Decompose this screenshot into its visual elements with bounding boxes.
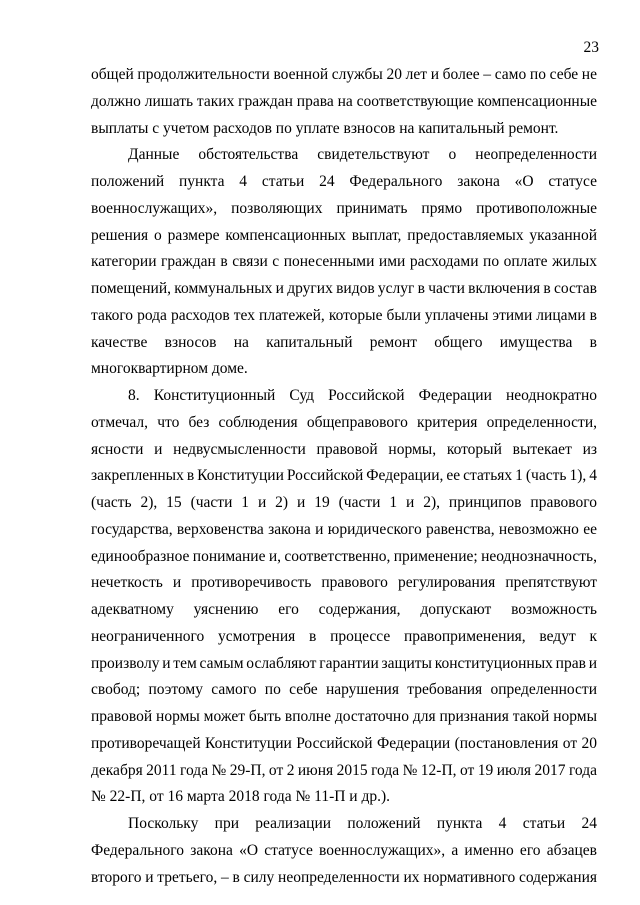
text-line: Данные обстоятельства свидетельствуют о неопределенности <box>128 146 597 164</box>
text-line: военнослужащих», позволяющих принимать прямо противоположные <box>91 199 597 217</box>
text-line: (часть 2), 15 (части 1 и 2) и 19 (части 1 и 2), принципов правового <box>91 494 597 511</box>
document-body <box>91 62 597 891</box>
text-line: произволу и тем самым ослабляют гарантии защиты конституционных прав и <box>91 654 597 672</box>
text-line: положений пункта 4 статьи 24 Федерального закона «О статусе <box>91 173 597 190</box>
text-line: ясности и недвусмысленности правовой нормы, который вытекает из <box>91 440 597 458</box>
text-line: противоречащей Конституции Российской Федерации (постановления от 20 <box>91 734 597 752</box>
text-line: отмечал, что без соблюдения общеправового критерия определенности, <box>91 413 597 431</box>
text-line: многоквартирном доме. <box>91 360 248 378</box>
text-line: закрепленных в Конституции Российской Федерации, ее статьях 1 (часть 1), 4 <box>91 467 597 485</box>
text-line: общей продолжительности военной службы 20 лет и более – само по себе не <box>91 66 597 83</box>
text-line: № 22-П, от 16 марта 2018 года № 11-П и др.). <box>91 788 391 806</box>
text-line: второго и третьего, – в силу неопределенности их нормативного содержания <box>91 868 597 886</box>
text-line: Поскольку при реализации положений пункта 4 статьи 24 <box>128 815 597 832</box>
text-line: категории граждан в связи с понесенными ими расходами по оплате жилых <box>91 253 597 271</box>
text-line: государства, верховенства закона и юридического равенства, невозможно ее <box>91 520 597 538</box>
text-line: выплаты с учетом расходов по уплате взносов на капитальный ремонт. <box>91 119 559 137</box>
text-line: решения о размере компенсационных выплат, предоставляемых указанной <box>91 226 597 244</box>
text-line: правовой нормы может быть вполне достаточно для признания такой нормы <box>91 708 597 725</box>
text-line: должно лишать таких граждан права на соответствующие компенсационные <box>91 92 597 110</box>
text-line: Федерального закона «О статусе военнослужащих», а именно его абзацев <box>91 841 597 859</box>
text-line: нечеткость и противоречивость правового регулирования препятствуют <box>91 574 597 592</box>
text-line: помещений, коммунальных и других видов услуг в части включения в состав <box>91 280 597 297</box>
text-line: неограниченного усмотрения в процессе правоприменения, ведут к <box>91 627 597 645</box>
text-line: адекватному уяснению его содержания, допускают возможность <box>91 601 597 618</box>
text-line: 8. Конституционный Суд Российской Федерации неоднократно <box>128 387 597 404</box>
text-line: такого рода расходов тех платежей, которые были уплачены этими лицами в <box>91 306 597 324</box>
text-line: единообразное понимание и, соответственно, применение; неоднозначность, <box>91 547 597 565</box>
text-line: качестве взносов на капитальный ремонт общего имущества в <box>91 333 597 351</box>
text-line: свобод; поэтому самого по себе нарушения требования определенности <box>91 681 597 699</box>
text-line: декабря 2011 года № 29-П, от 2 июня 2015 года № 12-П, от 19 июля 2017 года <box>91 761 597 779</box>
page-number: 23 <box>583 39 599 56</box>
